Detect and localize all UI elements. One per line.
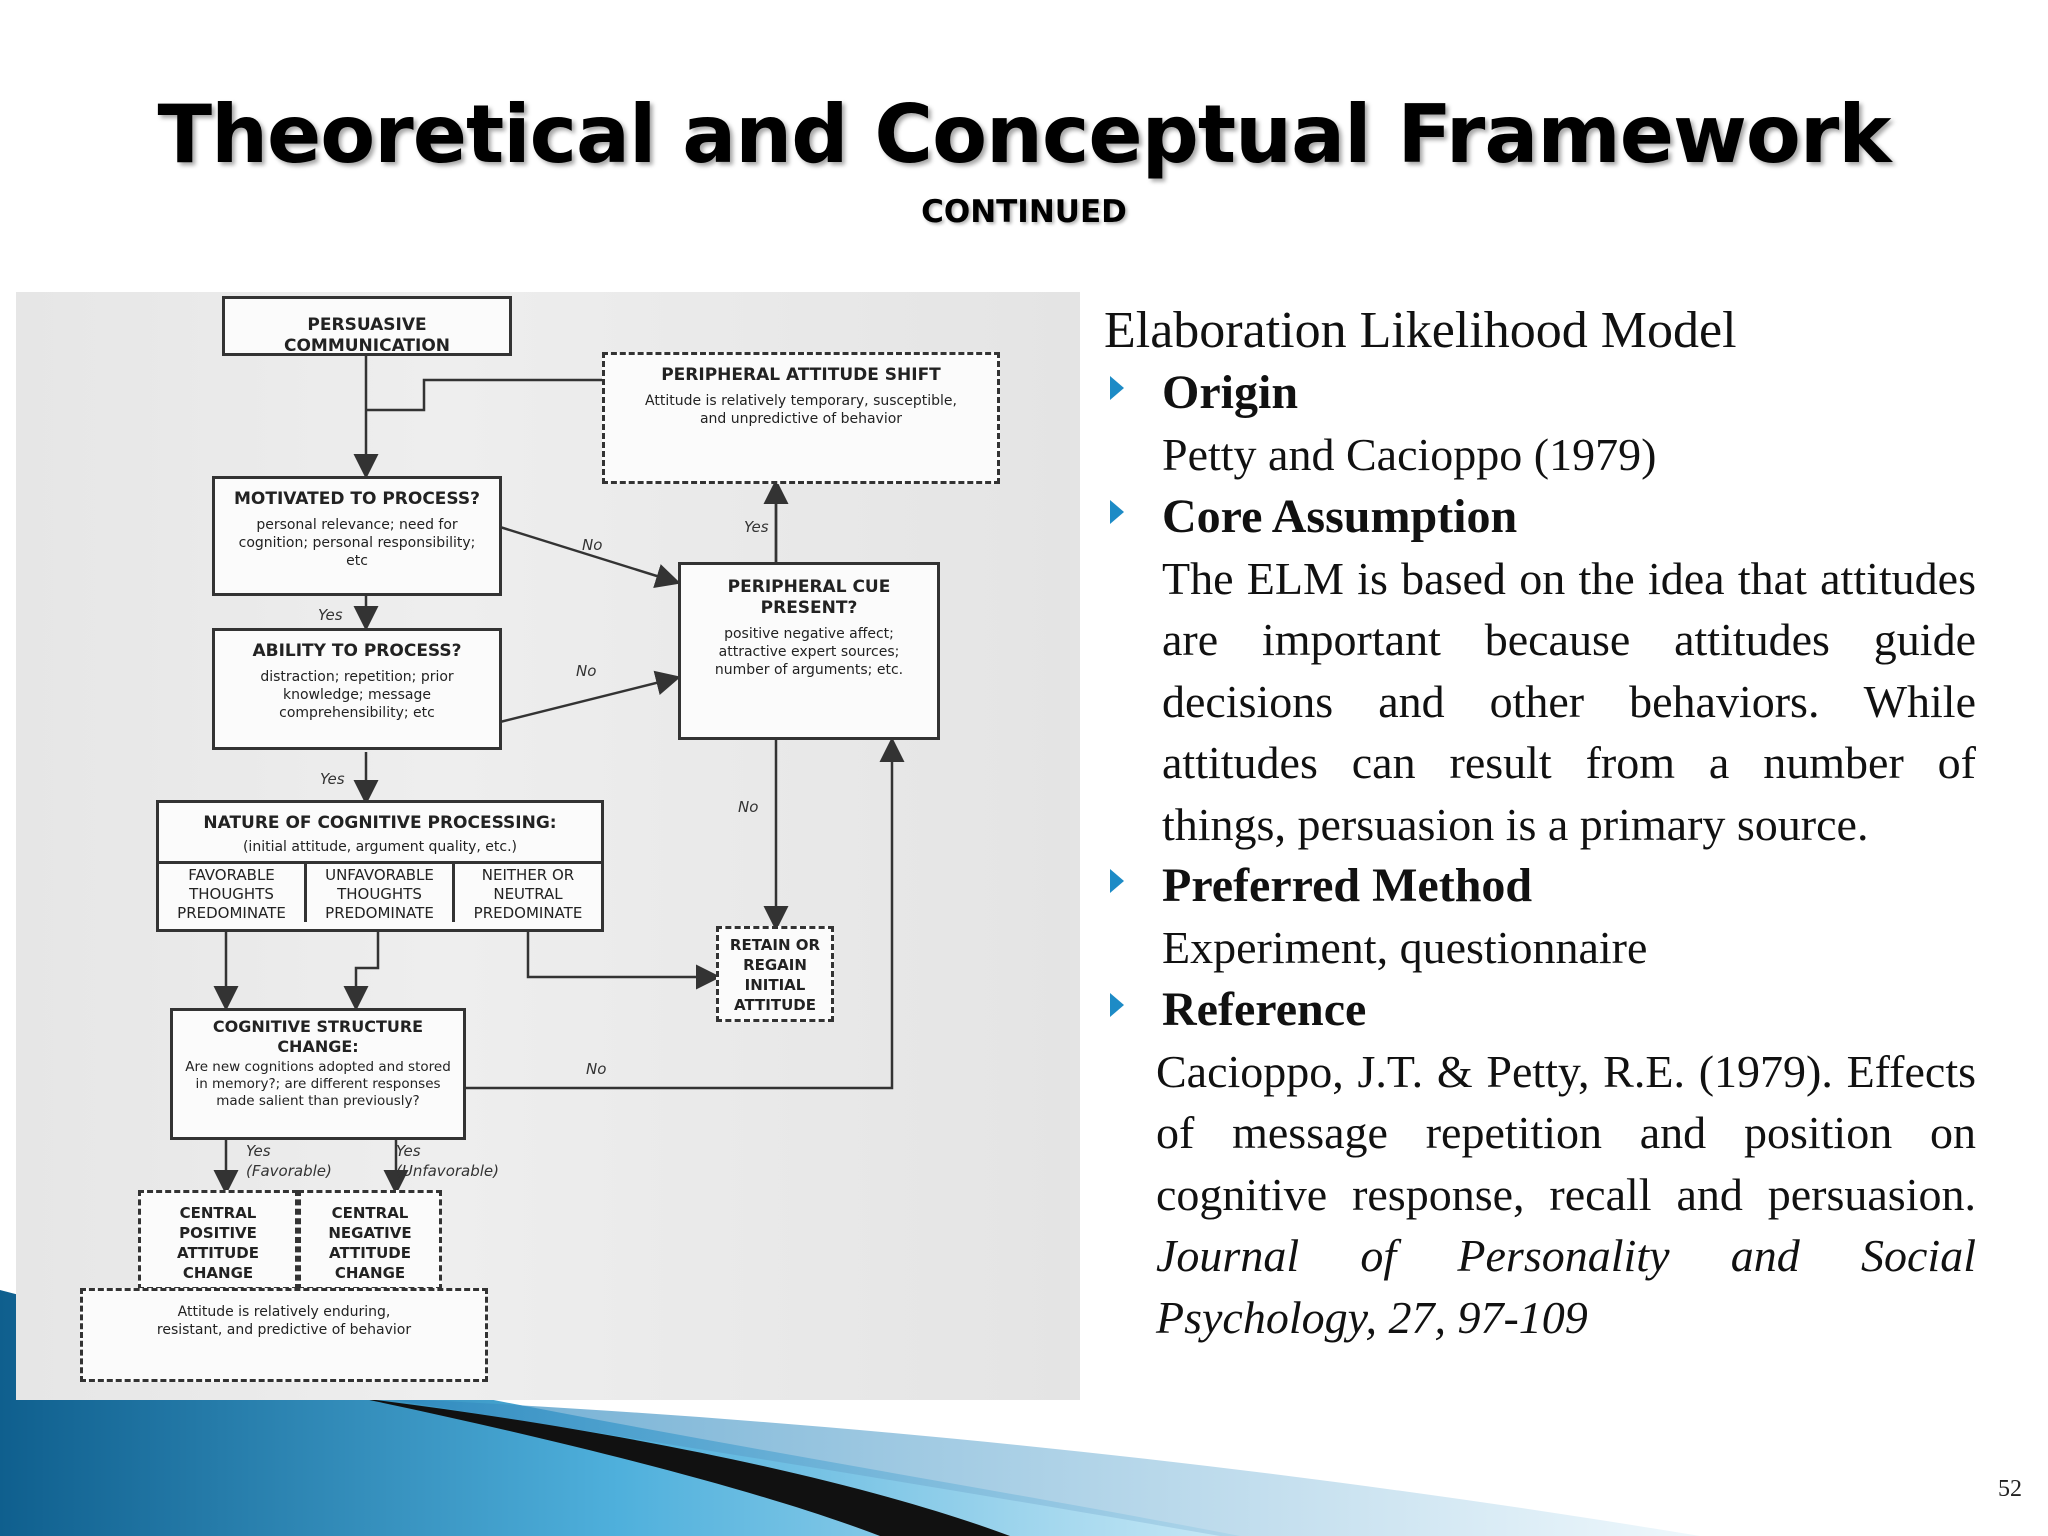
label-favorable: (Favorable)	[246, 1162, 332, 1180]
arrow-bullet-icon	[1110, 869, 1124, 893]
origin-heading: Origin	[1162, 366, 1299, 419]
retain-initial-attitude-box: RETAIN OR REGAIN INITIAL ATTITUDE	[716, 926, 834, 1022]
cognitive-processing-box: NATURE OF COGNITIVE PROCESSING: (initial attitude, argument quality, etc.) FAVORABLE THOUGHTS PREDOMINATE UNFAVORABLE THOUGHTS PREDOMINATE NEITHER OR NEUTRAL PREDOMINATE	[156, 800, 604, 932]
preferred-method-item	[1104, 855, 1976, 979]
ability-to-process-box: ABILITY TO PROCESS? distraction; repetition; prior knowledge; message comprehensibility; etc	[212, 628, 502, 750]
page-number: 52	[1998, 1476, 2022, 1502]
label-yes-ability: Yes	[320, 770, 345, 788]
neutral-thoughts-cell: NEITHER OR NEUTRAL PREDOMINATE	[473, 866, 583, 922]
core-assumption-heading: Core Assumption	[1162, 489, 1518, 543]
cognitive-structure-change-box: COGNITIVE STRUCTURE CHANGE: Are new cognitions adopted and stored in memory?; are different responses made salient than previously?	[170, 1008, 466, 1140]
arrow-bullet-icon	[1110, 993, 1124, 1017]
label-no-cue: No	[738, 798, 759, 816]
reference-body	[1156, 1041, 1976, 1349]
peripheral-attitude-shift-box: PERIPHERAL ATTITUDE SHIFT Attitude is relatively temporary, susceptible, and unpredictive of behavior	[602, 352, 1000, 484]
panel-title: Elaboration Likelihood Model	[1104, 302, 1737, 359]
slide-title: Theoretical and Conceptual Framework	[157, 88, 1891, 181]
motivated-to-process-box: MOTIVATED TO PROCESS? personal relevance; need for cognition; personal responsibility; etc	[212, 476, 502, 596]
reference-citation: Cacioppo, J.T. & Petty, R.E. (1979). Effects of message repetition and position on cognitive response, recall and persuasion.	[1156, 1045, 1976, 1220]
enduring-attitude-box: Attitude is relatively enduring, resistant, and predictive of behavior	[80, 1288, 488, 1382]
origin-body: Petty and Cacioppo (1979)	[1162, 429, 1657, 480]
label-no-ability: No	[576, 662, 597, 680]
elm-summary-panel	[1104, 300, 1976, 1348]
arrow-bullet-icon	[1110, 500, 1124, 524]
label-unfavorable: (Unfavorable)	[396, 1162, 499, 1180]
arrow-bullet-icon	[1110, 376, 1124, 400]
label-yes-favorable: Yes	[246, 1142, 271, 1160]
peripheral-cue-box: PERIPHERAL CUE PRESENT? positive negative affect; attractive expert sources; number of arguments; etc.	[678, 562, 940, 740]
central-positive-change-box: CENTRAL POSITIVE ATTITUDE CHANGE	[138, 1190, 298, 1290]
reference-heading: Reference	[1162, 982, 1367, 1036]
central-negative-change-box: CENTRAL NEGATIVE ATTITUDE CHANGE	[298, 1190, 442, 1290]
reference-item	[1104, 979, 1976, 1349]
origin-item	[1104, 362, 1976, 486]
elm-flowchart	[16, 292, 1080, 1400]
preferred-method-heading: Preferred Method	[1162, 859, 1533, 912]
persuasive-communication-box: PERSUASIVE COMMUNICATION	[222, 296, 512, 356]
core-assumption-item	[1104, 486, 1976, 856]
unfavorable-thoughts-cell: UNFAVORABLE THOUGHTS PREDOMINATE	[307, 864, 455, 922]
reference-journal: Journal of Personality and Social Psychology, 27, 97-109	[1156, 1230, 1976, 1343]
preferred-method-body: Experiment, questionnaire	[1162, 922, 1648, 973]
slide-subtitle: CONTINUED	[921, 194, 1127, 230]
label-no-motivation: No	[582, 536, 603, 554]
favorable-thoughts-cell: FAVORABLE THOUGHTS PREDOMINATE	[159, 864, 307, 922]
core-assumption-body: The ELM is based on the idea that attitudes are important because attitudes guide decisions and other behaviors. While attitudes can result from a number of things, persuasion is a primary source.	[1162, 552, 1976, 850]
label-yes-motivation: Yes	[318, 606, 343, 624]
label-yes-unfavorable: Yes	[396, 1142, 421, 1160]
label-yes-cue: Yes	[744, 518, 769, 536]
label-no-structure: No	[586, 1060, 607, 1078]
